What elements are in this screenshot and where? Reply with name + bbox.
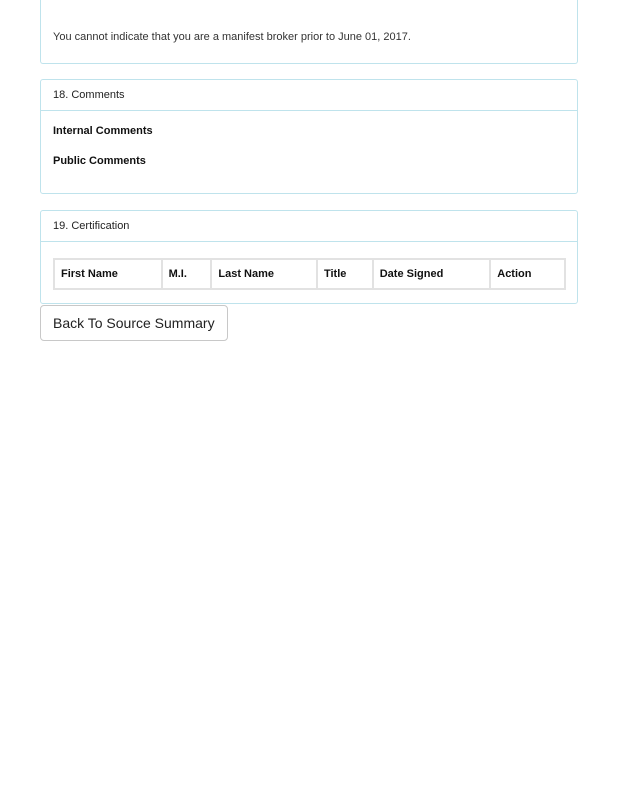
- notice-panel: [40, 0, 578, 64]
- certification-panel: [40, 210, 578, 304]
- column-last-name: Last Name: [211, 259, 317, 289]
- comments-heading: 18. Comments: [41, 80, 577, 111]
- back-to-source-summary-button[interactable]: Back To Source Summary: [40, 305, 228, 341]
- manifest-broker-notice: You cannot indicate that you are a manifest broker prior to June 01, 2017.: [53, 31, 411, 43]
- column-action: Action: [490, 259, 565, 289]
- table-header-row: [54, 259, 565, 289]
- public-comments-label: Public Comments: [53, 155, 146, 167]
- certification-body: [41, 242, 577, 290]
- column-date-signed: Date Signed: [373, 259, 491, 289]
- internal-comments-label: Internal Comments: [53, 125, 153, 137]
- comments-panel: [40, 79, 578, 194]
- certification-table: [53, 258, 566, 290]
- column-title: Title: [317, 259, 373, 289]
- column-middle-initial: M.I.: [162, 259, 212, 289]
- column-first-name: First Name: [54, 259, 162, 289]
- certification-heading: 19. Certification: [41, 211, 577, 242]
- comments-body: [41, 111, 577, 180]
